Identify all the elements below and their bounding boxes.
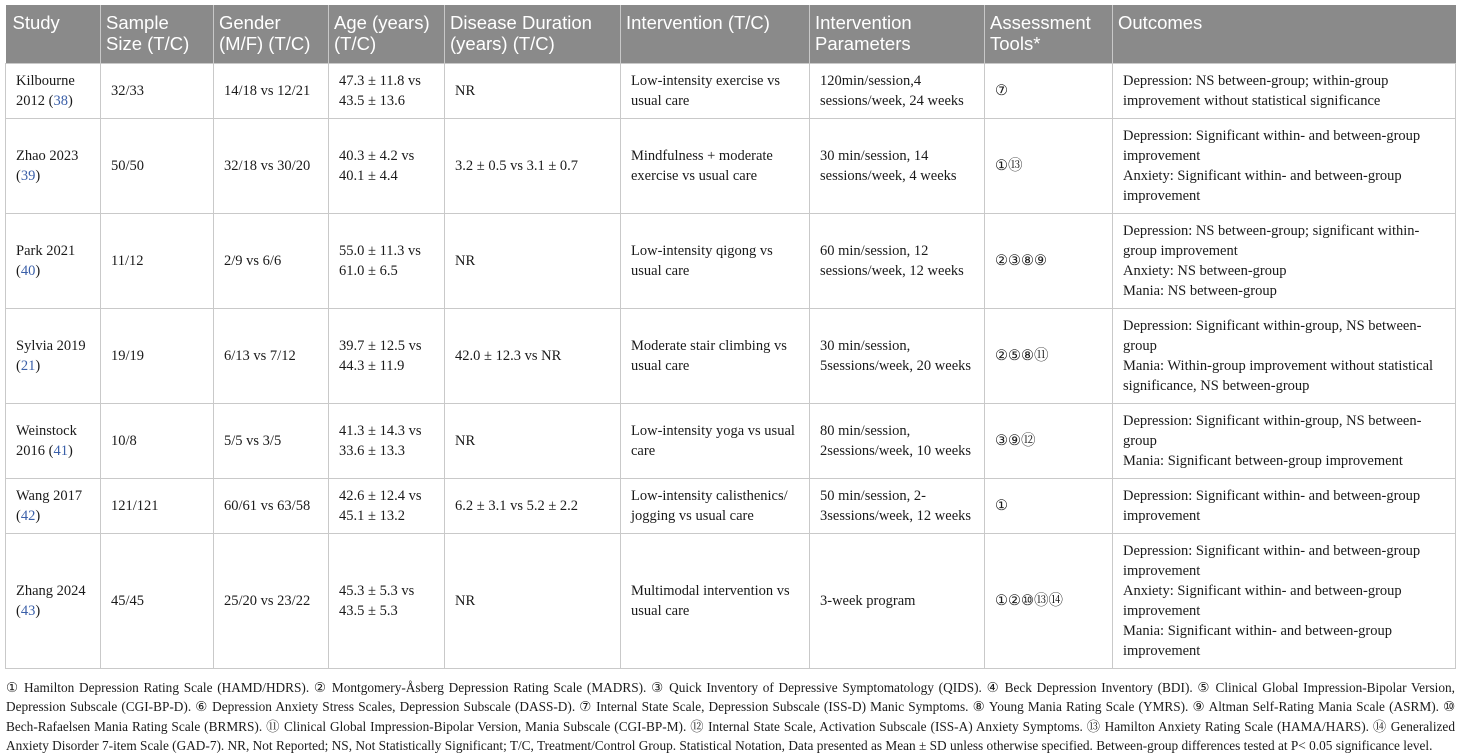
outcome-line: Depression: Significant within-group, NS between-group [1123, 317, 1422, 354]
intervention-parameters-cell: 80 min/session, 2sessions/week, 10 weeks [810, 403, 985, 478]
outcomes-cell [1113, 533, 1456, 668]
gender-cell: 25/20 vs 23/22 [214, 533, 329, 668]
header-disease-duration: Disease Duration (years) (T/C) [445, 5, 621, 63]
outcome-line: Mania: NS between-group [1123, 282, 1277, 299]
sample-size-cell: 50/50 [101, 118, 214, 213]
age-cell: 41.3 ± 14.3 vs 33.6 ± 13.3 [329, 403, 445, 478]
study-cell [6, 478, 101, 533]
gender-cell: 6/13 vs 7/12 [214, 308, 329, 403]
intervention-parameters-cell: 3-week program [810, 533, 985, 668]
outcomes-cell [1113, 478, 1456, 533]
outcome-line: Anxiety: NS between-group [1123, 262, 1287, 279]
table-container [5, 5, 1455, 756]
gender-cell: 2/9 vs 6/6 [214, 213, 329, 308]
table-footnote: ① Hamilton Depression Rating Scale (HAMD/HDRS). ② Montgomery-Åsberg Depression Rating Scale (MADRS). ③ Quick Inventory of Depressive Symptomatology (QIDS). ④ Beck Depression Inventory (BDI). ⑤ Clinical Global Impression-Bipolar Version, Depression Subscale (CGI-BP-D). ⑥ Depression Anxiety Stress Scales, Depression Subscale (DASS-D). ⑦ Internal State Scale, Depression Subscale (ISS-D) Manic Symptoms. ⑧ Young Mania Rating Scale (YMRS). ⑨ Altman Self-Rating Mania Scale (ASRM). ⑩ Bech-Rafaelsen Mania Rating Scale (BRMRS). ⑪ Clinical Global Impression-Bipolar Version, Mania Subscale (CGI-BP-M). ⑫ Internal State Scale, Activation Subscale (ISS-A) Anxiety Symptoms. ⑬ Hamilton Anxiety Rating Scale (HAMA/HARS). ⑭ Generalized Anxiety Disorder 7-item Scale (GAD-7). NR, Not Reported; NS, Not Statistically Significant; T/C, Treatment/Control Group. Statistical Notation, Data presented as Mean ± SD unless otherwise specified. Between-group differences tested at P< 0.05 significance level. [6, 679, 1455, 753]
outcome-line: Mania: Significant between-group improvement [1123, 452, 1403, 469]
study-name: Zhang 2024 ( [16, 582, 86, 619]
study-name-close: ) [35, 507, 41, 524]
assessment-tools-cell: ① [985, 478, 1113, 533]
gender-cell: 5/5 vs 3/5 [214, 403, 329, 478]
age-cell: 40.3 ± 4.2 vs 40.1 ± 4.4 [329, 118, 445, 213]
assessment-tools-cell: ②③⑧⑨ [985, 213, 1113, 308]
study-name: Zhao 2023 ( [16, 147, 79, 184]
study-cell [6, 403, 101, 478]
outcome-line: Depression: Significant within- and between-group improvement [1123, 542, 1421, 579]
intervention-cell: Low-intensity yoga vs usual care [621, 403, 810, 478]
table-row [6, 478, 1456, 533]
sample-size-cell: 45/45 [101, 533, 214, 668]
study-cell [6, 63, 101, 118]
study-cell [6, 308, 101, 403]
study-name-close: ) [35, 262, 41, 279]
intervention-parameters-cell: 60 min/session, 12 sessions/week, 12 weeks [810, 213, 985, 308]
outcomes-cell [1113, 308, 1456, 403]
intervention-cell: Low-intensity calisthenics/ jogging vs usual care [621, 478, 810, 533]
assessment-tools-cell: ③⑨⑫ [985, 403, 1113, 478]
study-name-close: ) [67, 442, 73, 459]
study-name-close: ) [35, 602, 41, 619]
header-sample-size: Sample Size (T/C) [101, 5, 214, 63]
reference-link[interactable]: 41 [53, 442, 68, 459]
outcomes-cell [1113, 213, 1456, 308]
disease-duration-cell: 42.0 ± 12.3 vs NR [445, 308, 621, 403]
sample-size-cell: 19/19 [101, 308, 214, 403]
table-row [6, 403, 1456, 478]
header-outcomes: Outcomes [1113, 5, 1456, 63]
outcome-line: Depression: Significant within- and between-group improvement [1123, 127, 1421, 164]
disease-duration-cell: NR [445, 533, 621, 668]
reference-link[interactable]: 38 [53, 92, 68, 109]
header-intervention: Intervention (T/C) [621, 5, 810, 63]
header-age: Age (years) (T/C) [329, 5, 445, 63]
outcome-line: Depression: NS between-group; within-group improvement without statistical significance [1123, 72, 1389, 109]
table-body [6, 63, 1456, 668]
intervention-cell: Moderate stair climbing vs usual care [621, 308, 810, 403]
outcome-line: Mania: Significant within- and between-group improvement [1123, 622, 1392, 659]
gender-cell: 14/18 vs 12/21 [214, 63, 329, 118]
disease-duration-cell: NR [445, 63, 621, 118]
table-row [6, 213, 1456, 308]
sample-size-cell: 10/8 [101, 403, 214, 478]
header-row [6, 5, 1456, 63]
outcomes-cell [1113, 63, 1456, 118]
outcome-line: Anxiety: Significant within- and between-group improvement [1123, 582, 1402, 619]
header-study: Study [6, 5, 101, 63]
reference-link[interactable]: 43 [20, 602, 36, 619]
study-name: Sylvia 2019 ( [16, 337, 86, 374]
intervention-cell: Mindfulness + moderate exercise vs usual care [621, 118, 810, 213]
study-name-close: ) [67, 92, 73, 109]
study-name: Wang 2017 ( [16, 487, 83, 524]
assessment-tools-cell: ①②⑩⑬⑭ [985, 533, 1113, 668]
outcome-line: Depression: NS between-group; significant within-group improvement [1123, 222, 1420, 259]
intervention-parameters-cell: 120min/session,4 sessions/week, 24 weeks [810, 63, 985, 118]
header-gender: Gender (M/F) (T/C) [214, 5, 329, 63]
intervention-cell: Low-intensity qigong vs usual care [621, 213, 810, 308]
table-row [6, 63, 1456, 118]
study-name: Weinstock 2016 ( [16, 422, 77, 459]
sample-size-cell: 121/121 [101, 478, 214, 533]
outcome-line: Mania: Within-group improvement without statistical significance, NS between-group [1123, 357, 1434, 394]
reference-link[interactable]: 42 [20, 507, 36, 524]
gender-cell: 32/18 vs 30/20 [214, 118, 329, 213]
assessment-tools-cell: ②⑤⑧⑪ [985, 308, 1113, 403]
assessment-tools-cell: ⑦ [985, 63, 1113, 118]
intervention-parameters-cell: 50 min/session, 2-3sessions/week, 12 weeks [810, 478, 985, 533]
outcome-line: Depression: Significant within- and between-group improvement [1123, 487, 1421, 524]
reference-link[interactable]: 39 [20, 167, 36, 184]
table-row [6, 533, 1456, 668]
study-name: Park 2021 ( [16, 242, 76, 279]
age-cell: 47.3 ± 11.8 vs 43.5 ± 13.6 [329, 63, 445, 118]
gender-cell: 60/61 vs 63/58 [214, 478, 329, 533]
intervention-cell: Low-intensity exercise vs usual care [621, 63, 810, 118]
study-name-close: ) [35, 167, 41, 184]
study-name: Kilbourne 2012 ( [16, 72, 75, 109]
outcome-line: Depression: Significant within-group, NS between-group [1123, 412, 1422, 449]
sample-size-cell: 32/33 [101, 63, 214, 118]
intervention-parameters-cell: 30 min/session, 5sessions/week, 20 weeks [810, 308, 985, 403]
study-cell [6, 118, 101, 213]
disease-duration-cell: 6.2 ± 3.1 vs 5.2 ± 2.2 [445, 478, 621, 533]
disease-duration-cell: NR [445, 403, 621, 478]
outcome-line: Anxiety: Significant within- and between-group improvement [1123, 167, 1402, 204]
table-row [6, 308, 1456, 403]
table-row [6, 118, 1456, 213]
outcomes-cell [1113, 403, 1456, 478]
intervention-parameters-cell: 30 min/session, 14 sessions/week, 4 weeks [810, 118, 985, 213]
age-cell: 55.0 ± 11.3 vs 61.0 ± 6.5 [329, 213, 445, 308]
outcomes-cell [1113, 118, 1456, 213]
disease-duration-cell: NR [445, 213, 621, 308]
age-cell: 39.7 ± 12.5 vs 44.3 ± 11.9 [329, 308, 445, 403]
disease-duration-cell: 3.2 ± 0.5 vs 3.1 ± 0.7 [445, 118, 621, 213]
study-characteristics-table [5, 5, 1456, 669]
age-cell: 45.3 ± 5.3 vs 43.5 ± 5.3 [329, 533, 445, 668]
reference-link[interactable]: 40 [20, 262, 36, 279]
assessment-tools-cell: ①⑬ [985, 118, 1113, 213]
study-cell [6, 533, 101, 668]
study-cell [6, 213, 101, 308]
reference-link[interactable]: 21 [20, 357, 36, 374]
study-name-close: ) [35, 357, 41, 374]
age-cell: 42.6 ± 12.4 vs 45.1 ± 13.2 [329, 478, 445, 533]
sample-size-cell: 11/12 [101, 213, 214, 308]
header-intervention-parameters: Intervention Parameters [810, 5, 985, 63]
header-assessment-tools: Assessment Tools* [985, 5, 1113, 63]
intervention-cell: Multimodal intervention vs usual care [621, 533, 810, 668]
